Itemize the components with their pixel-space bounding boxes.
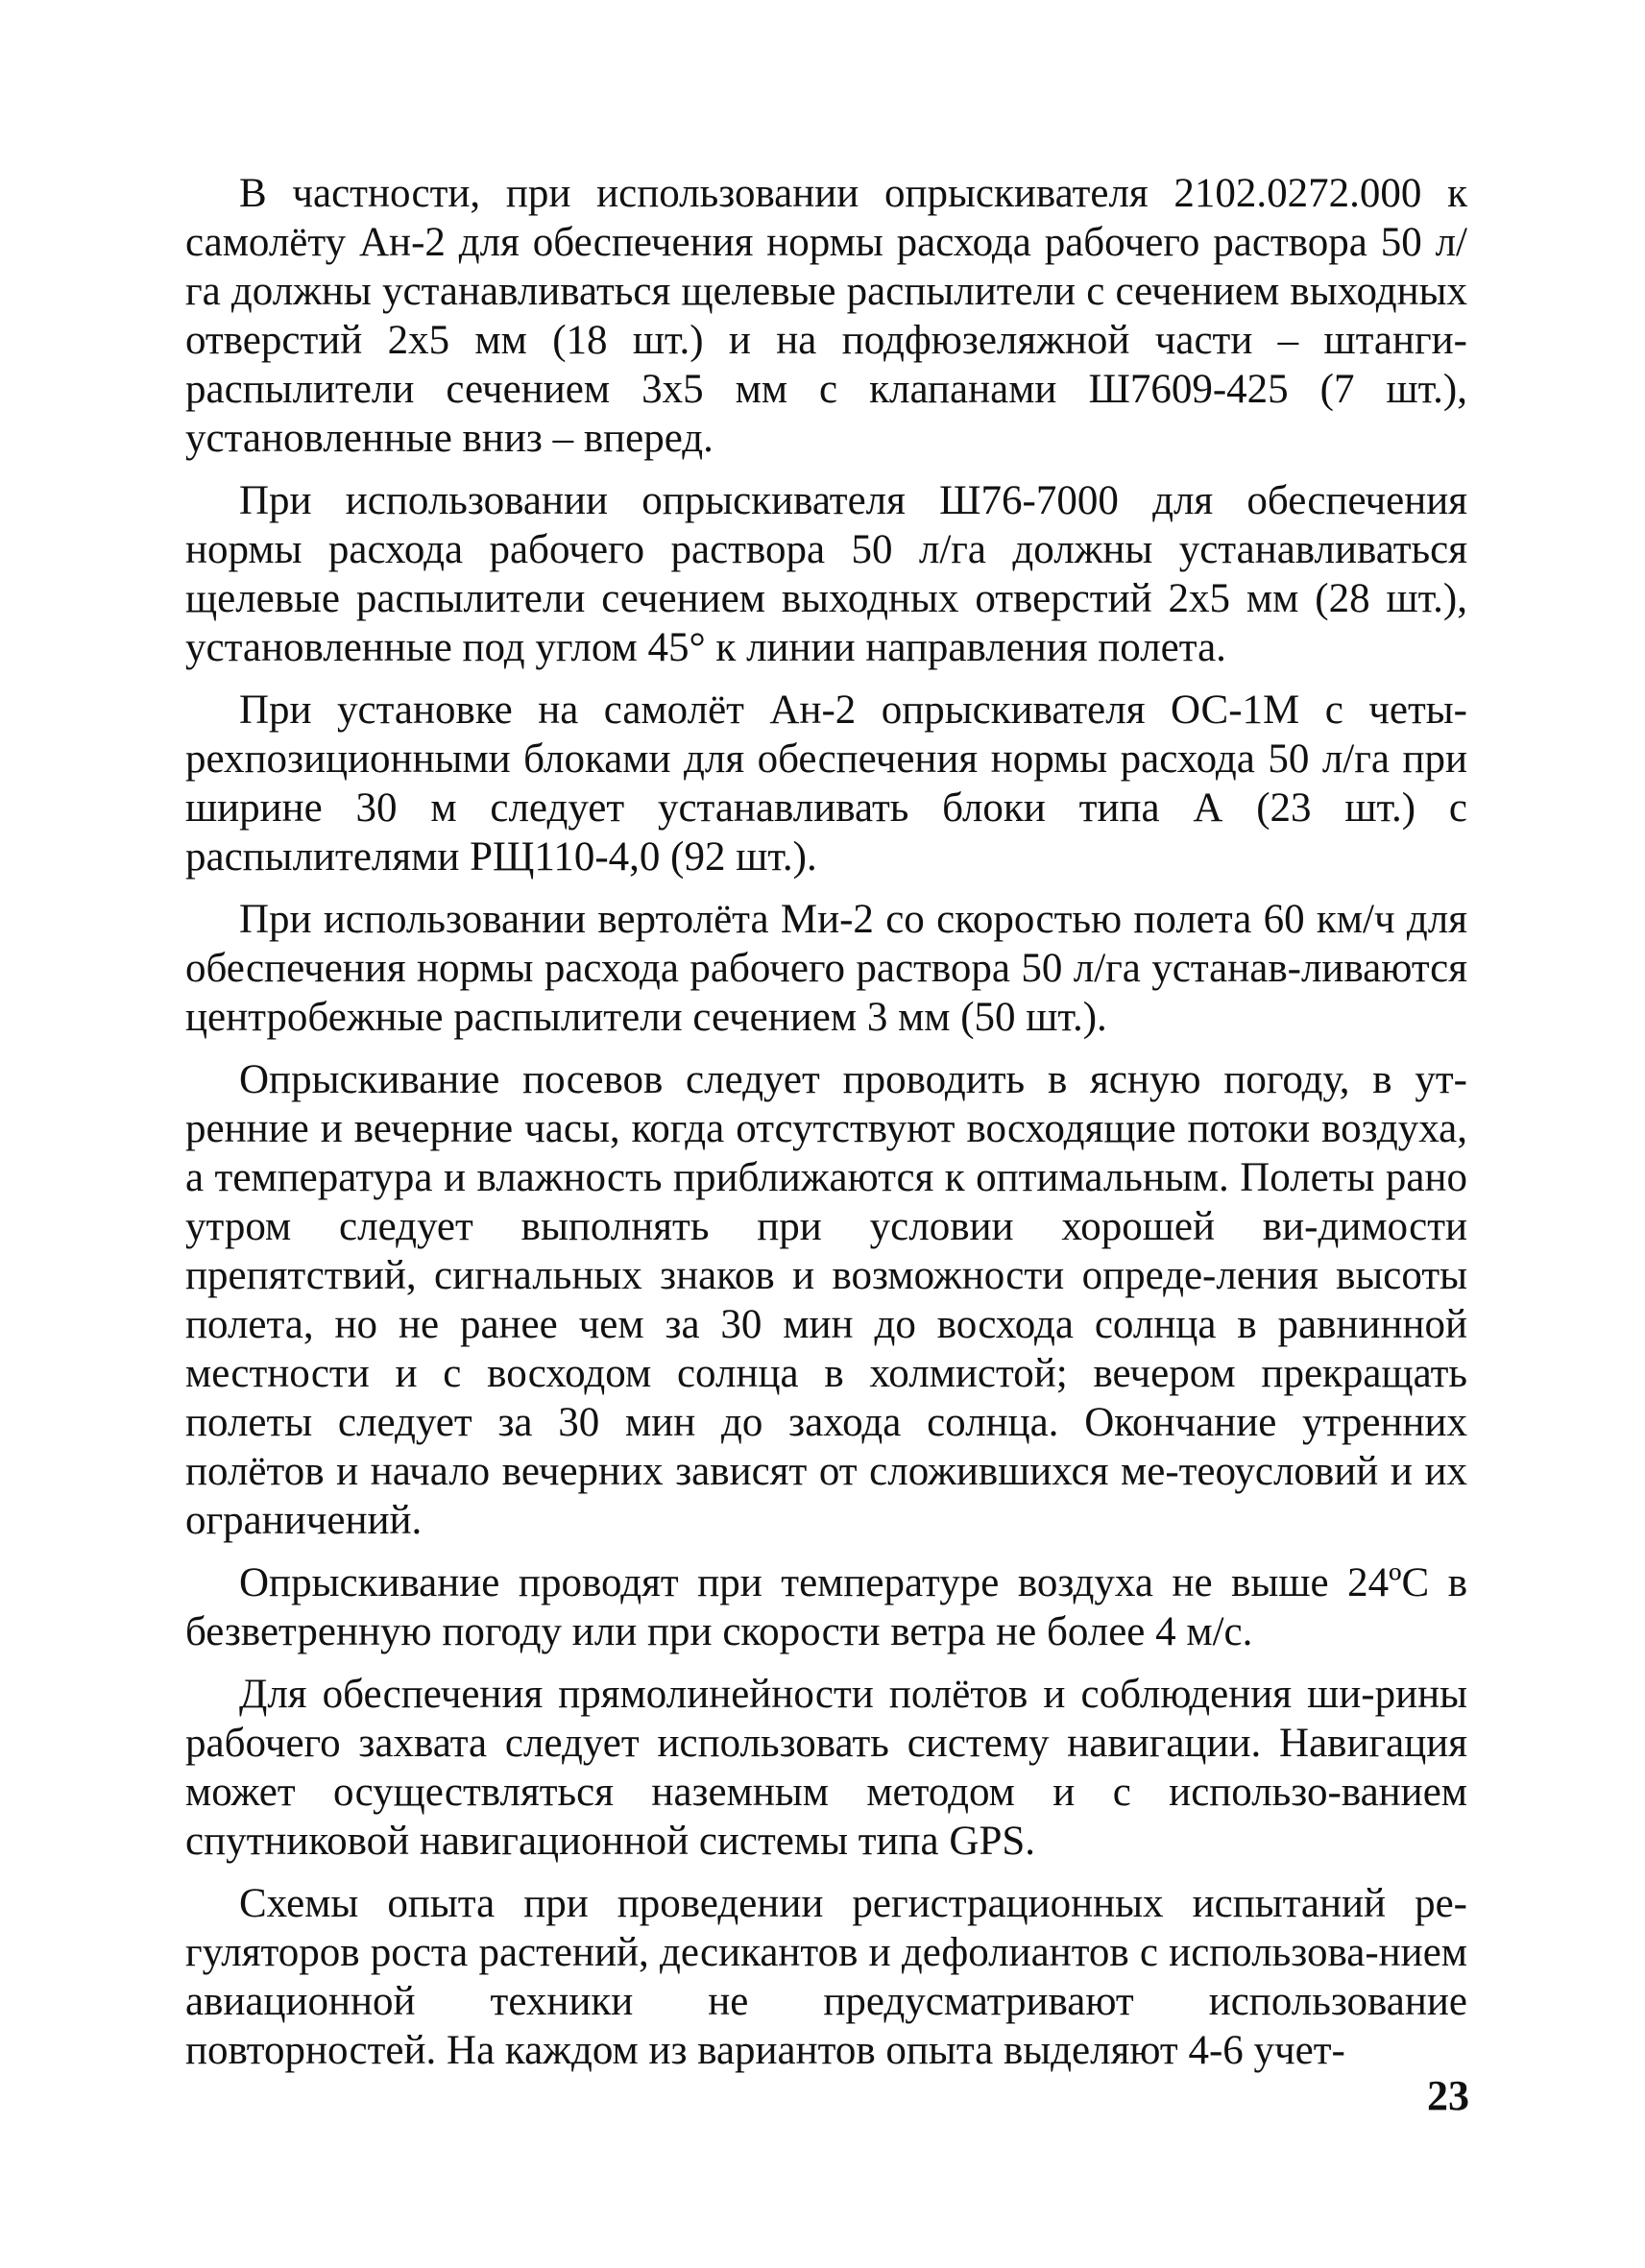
paragraph-8: Схемы опыта при проведении регистрационных испытаний ре-гуляторов роста растений, десикантов и дефолиантов с использова-нием авиационной техники не предусматривают использование повторностей. На каждом из вариантов опыта выделяют 4-6 учет- (185, 1881, 1467, 2073)
paragraph-2: При использовании опрыскивателя Ш76-7000 для обеспечения нормы расхода рабочего раствора 50 л/га должны устанавливаться щелевые распылители сечением выходных отверстий 2х5 мм (28 шт.), установленные под углом 45° к линии направления полета. (185, 478, 1467, 670)
paragraph-3: При установке на самолёт Ан-2 опрыскивателя ОС-1М с четы-рехпозиционными блоками для обеспечения нормы расхода 50 л/га при ширине 30 м следует устанавливать блоки типа А (23 шт.) с распылителями РЩ110-4,0 (92 шт.). (185, 688, 1467, 880)
paragraph-7: Для обеспечения прямолинейности полётов и соблюдения ши-рины рабочего захвата следует использовать систему навигации. Навигация может осуществляться наземным методом и с использо-ванием спутниковой навигационной системы типа GPS. (185, 1672, 1467, 1864)
paragraph-6: Опрыскивание проводят при температуре воздуха не выше 24ºС в безветренную погоду или при скорости ветра не более 4 м/с. (185, 1560, 1467, 1654)
paragraph-1: В частности, при использовании опрыскивателя 2102.0272.000 к самолёту Ан-2 для обеспечения нормы расхода рабочего раствора 50 л/га должны устанавливаться щелевые распылители с сечением выходных отверстий 2х5 мм (18 шт.) и на подфюзеляжной части – штанги-распылители сечением 3х5 мм с клапанами Ш7609-425 (7 шт.), установленные вниз – вперед. (185, 171, 1467, 461)
document-page (185, 169, 1467, 2088)
paragraph-4: При использовании вертолёта Ми-2 со скоростью полета 60 км/ч для обеспечения нормы расхода рабочего раствора 50 л/га устанав-ливаются центробежные распылители сечением 3 мм (50 шт.). (185, 897, 1467, 1040)
page-number: 23 (1427, 2072, 1469, 2119)
paragraph-5: Опрыскивание посевов следует проводить в ясную погоду, в ут-ренние и вечерние часы, когда отсутствуют восходящие потоки воздуха, а температура и влажность приближаются к оптимальным. Полеты рано утром следует выполнять при условии хорошей ви-димости препятствий, сигнальных знаков и возможности опреде-ления высоты полета, но не ранее чем за 30 мин до восхода солнца в равнинной местности и с восходом солнца в холмистой; вечером прекращать полеты следует за 30 мин до захода солнца. Окончание утренних полётов и начало вечерних зависят от сложившихся ме-теоусловий и их ограничений. (185, 1057, 1467, 1543)
